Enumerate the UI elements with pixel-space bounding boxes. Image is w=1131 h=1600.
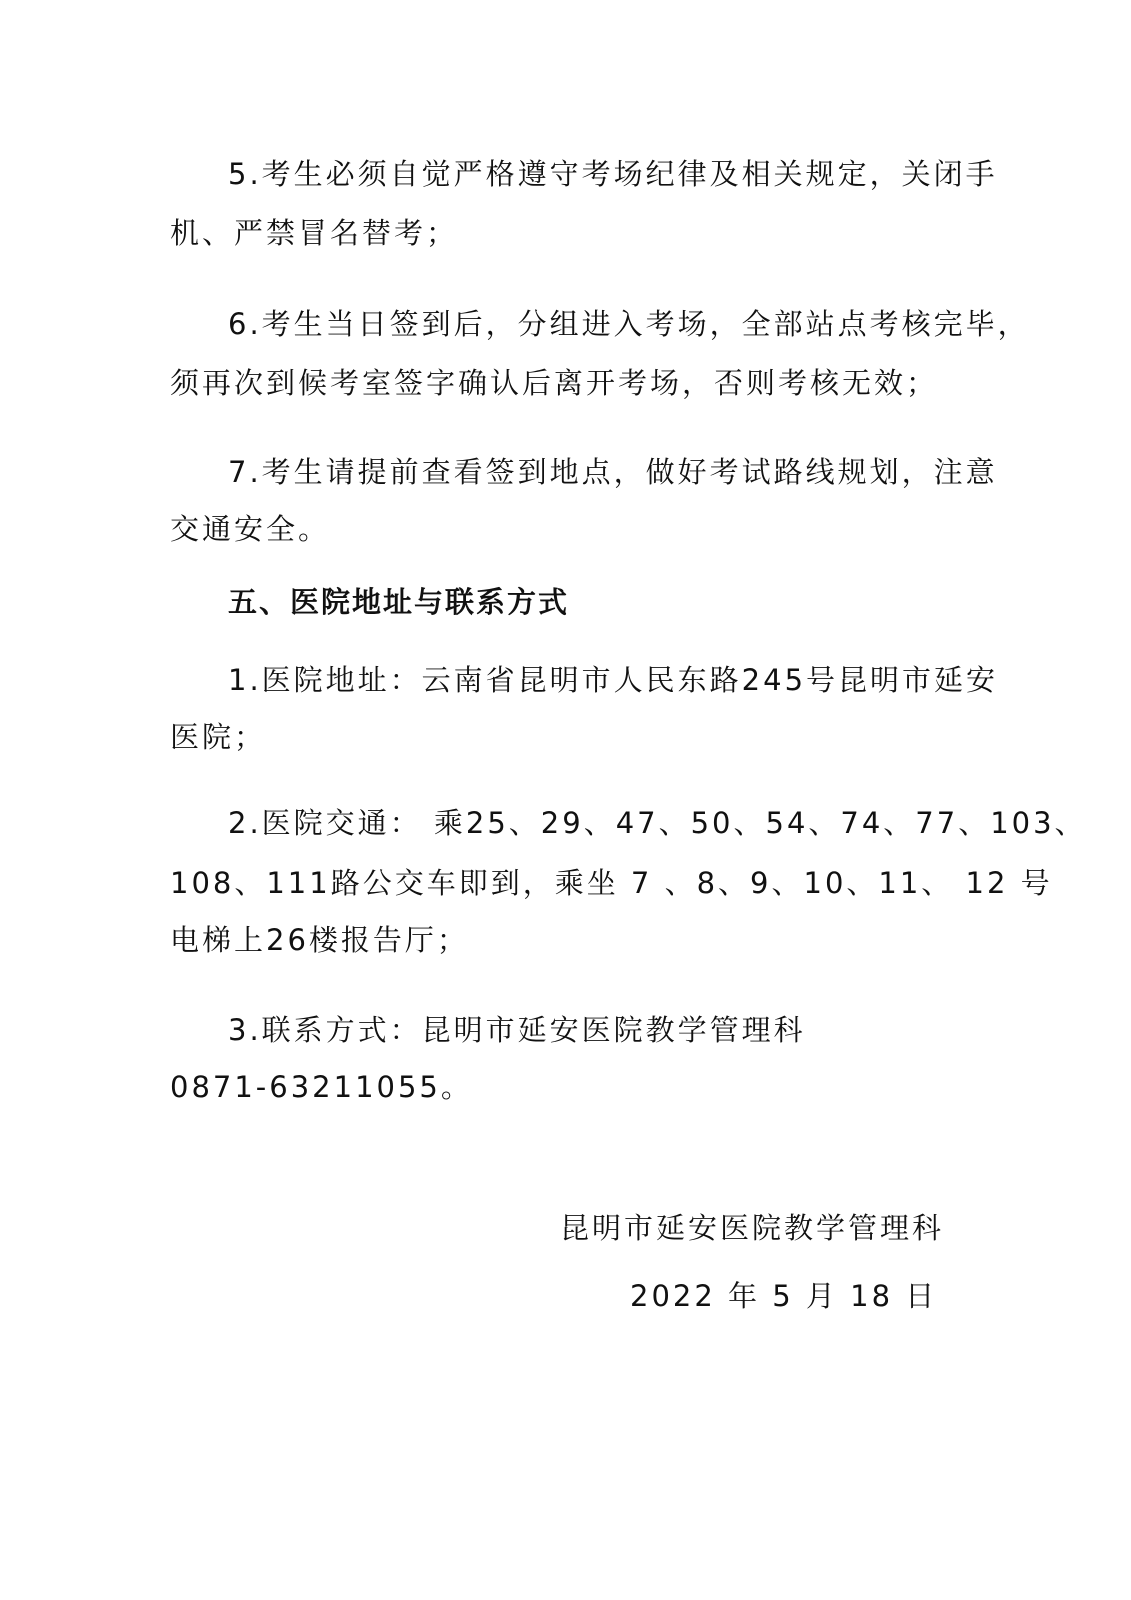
contact-phone: 0871-63211055。 (170, 1070, 473, 1104)
address-line-1: 1.医院地址：云南省昆明市人民东路245号昆明市延安 (228, 663, 999, 697)
item-6-line-1: 6.考生当日签到后，分组进入考场，全部站点考核完毕， (228, 307, 1030, 341)
contact-line-1: 3.联系方式：昆明市延安医院教学管理科 (228, 1013, 806, 1047)
transport-line-1: 2.医院交通： 乘25、29、47、50、54、74、77、103、 (228, 806, 1087, 840)
item-7-line-2: 交通安全。 (170, 512, 331, 546)
item-7-line-1: 7.考生请提前查看签到地点，做好考试路线规划，注意 (228, 455, 998, 489)
signature-org: 昆明市延安医院教学管理科 (560, 1211, 945, 1245)
address-line-2: 医院； (170, 720, 267, 754)
section-5-heading: 五、医院地址与联系方式 (228, 585, 570, 619)
item-5-line-1: 5.考生必须自觉严格遵守考场纪律及相关规定，关闭手 (228, 157, 998, 191)
signature-date: 2022 年 5 月 18 日 (630, 1279, 938, 1313)
transport-line-3: 电梯上26楼报告厅； (170, 923, 469, 957)
transport-line-2: 108、111路公交车即到，乘坐 7 、8、9、10、11、 12 号 (170, 866, 1053, 900)
item-5-line-2: 机、严禁冒名替考； (170, 216, 459, 250)
item-6-line-2: 须再次到候考室签字确认后离开考场，否则考核无效； (170, 366, 939, 400)
